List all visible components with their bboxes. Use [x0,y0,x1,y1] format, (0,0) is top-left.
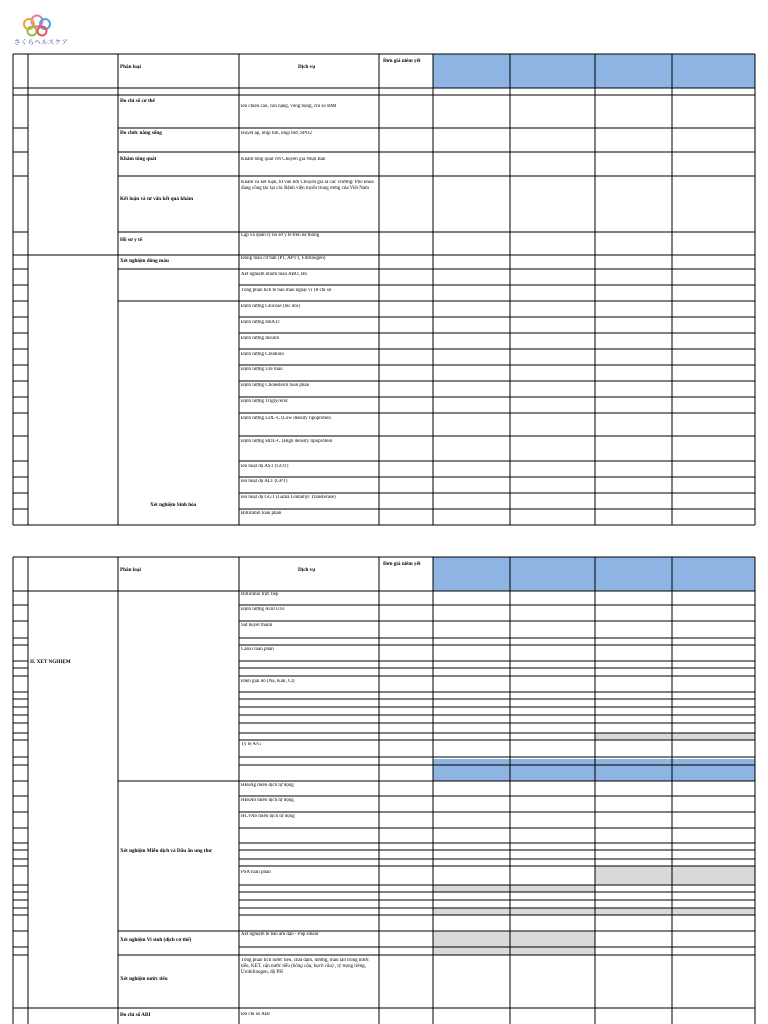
logo-text: さくらヘルスケア [14,38,69,46]
t1-category: Đo chức năng sống [120,130,162,136]
t1-service: Định lượng HbA1c [241,320,280,325]
t2-service: Tổng phân tích nước tiểu, chất đạm, đường, màu lần trong nước tiểu, KET, cặn nước tiểu [241,958,369,969]
t2-category: Đo chỉ số ABI [120,1012,151,1018]
t2-service-italic: (hồng cầu, bạch cầu) [291,964,334,969]
t2-service-urine [241,958,377,984]
t2-service: Tỷ lệ A/G [241,742,261,747]
t2-service: , tỷ trọng riêng, Urobilinogen, độ PH [241,964,366,975]
t1-header-don-gia: Đơn giá niêm yết [383,58,421,64]
t2-service: Billirubin trực tiếp [241,592,279,597]
t1-service: Định lượng HDL-C (High density lipoprotein [241,439,333,444]
t2-service: Định lượng Acid Uric [241,607,285,612]
t1-category: Hồ sơ y tế [120,237,143,243]
t2-service: HBsAg miễn dịch tự động [241,783,294,788]
t2-service: Điện giải đồ (Na, Kali, Cl) [241,679,295,684]
t1-service: Định lượng LDL-C (Low density lipoprotein [241,416,331,421]
t1-service: Khám và kết luận, tư vấn bởi Chuyên gia là các Trưởng/ Phó khoa đang công tác tại các Bệnh viện tuyến trung ương của Việt Nam [241,180,374,191]
t2-category: Xét nghiệm Vi sinh (dịch cơ thể) [120,937,192,943]
t2-header-don-gia: Đơn giá niêm yết [383,561,421,567]
table-2-lines [13,557,755,1024]
t2-category: Xét nghiệm nước tiểu [120,976,168,982]
t1-header-phan-loai: Phân loại [120,64,141,70]
t2-service: Sắt huyết thanh [241,623,273,628]
t1-category: Xét nghiệm đông máu [120,258,169,264]
t1-service: Đo hoạt độ GGT (Gama Glutamyl Transferase) [241,495,336,500]
t1-service: Khám tổng quát với Chuyên gia Nhật Bản [241,157,326,162]
t1-service: Huyết áp, nhịp tim, nhịp thở, SPO2 [241,131,312,136]
t1-service: Định lượng Glucose (lúc đói) [241,304,300,309]
t1-service: Đông máu cơ bản (PT, APTT, Fibrinogen) [241,256,326,261]
t1-service: Xét nghiệm nhóm máu ABO, Rh [241,272,307,277]
t2-service: Canxi toàn phần [241,647,274,652]
t1-category: Xét nghiệm Sinh hóa [150,502,197,508]
t2-service: Đo chỉ số ABI [241,1012,270,1017]
table-1-lines [13,54,755,525]
t1-service: Đo chiều cao, cân nặng, vòng bụng, chỉ số BMI [241,104,337,109]
t1-service: Định lượng Triglycerid [241,399,288,404]
t2-service: HCVAb miễn dịch tự động [241,814,295,819]
t1-service: Tổng phân tích tế bào máu ngoại vi 18 chỉ số [241,288,332,293]
t2-service: Xét nghiệm tế bào âm đạo - Pap smear [241,932,319,937]
t2-header-dich-vu: Dịch vụ [298,567,316,573]
t2-category: Xét nghiệm Miễn dịch và Dấu ấn ung thư [120,848,212,854]
t1-category: Khám tổng quát [120,156,157,162]
t2-header-phan-loai: Phân loại [120,567,141,573]
t1-service: Định lượng Insulin [241,336,280,341]
t1-service: Đo hoạt độ AST (GOT) [241,464,289,469]
t1-service: Định lượng Creatinin [241,352,284,357]
t1-category: Kết luận và tư vấn kết quả khám [120,196,194,202]
table-1-fills [433,54,755,88]
t1-category: Đo chỉ số cơ thể [120,98,155,104]
t1-service: Định lượng Urê máu [241,367,283,372]
t1-service: Đo hoạt độ ALT (GPT) [241,479,288,484]
t1-service: Lập và quản lý hồ sơ y tế trên hệ thống [241,233,320,238]
table-2-fills [433,557,755,955]
t2-service: HBsAb miễn dịch tự động [241,798,294,803]
t1-service: Billirubin toàn phần [241,511,282,516]
t1-service: Định lượng Cholesterol toàn phần [241,383,310,388]
t2-service: PSA toàn phần [241,870,271,875]
t2-group-label: II. XÉT NGHIỆM [30,659,71,665]
t1-header-dich-vu: Dịch vụ [298,64,316,70]
